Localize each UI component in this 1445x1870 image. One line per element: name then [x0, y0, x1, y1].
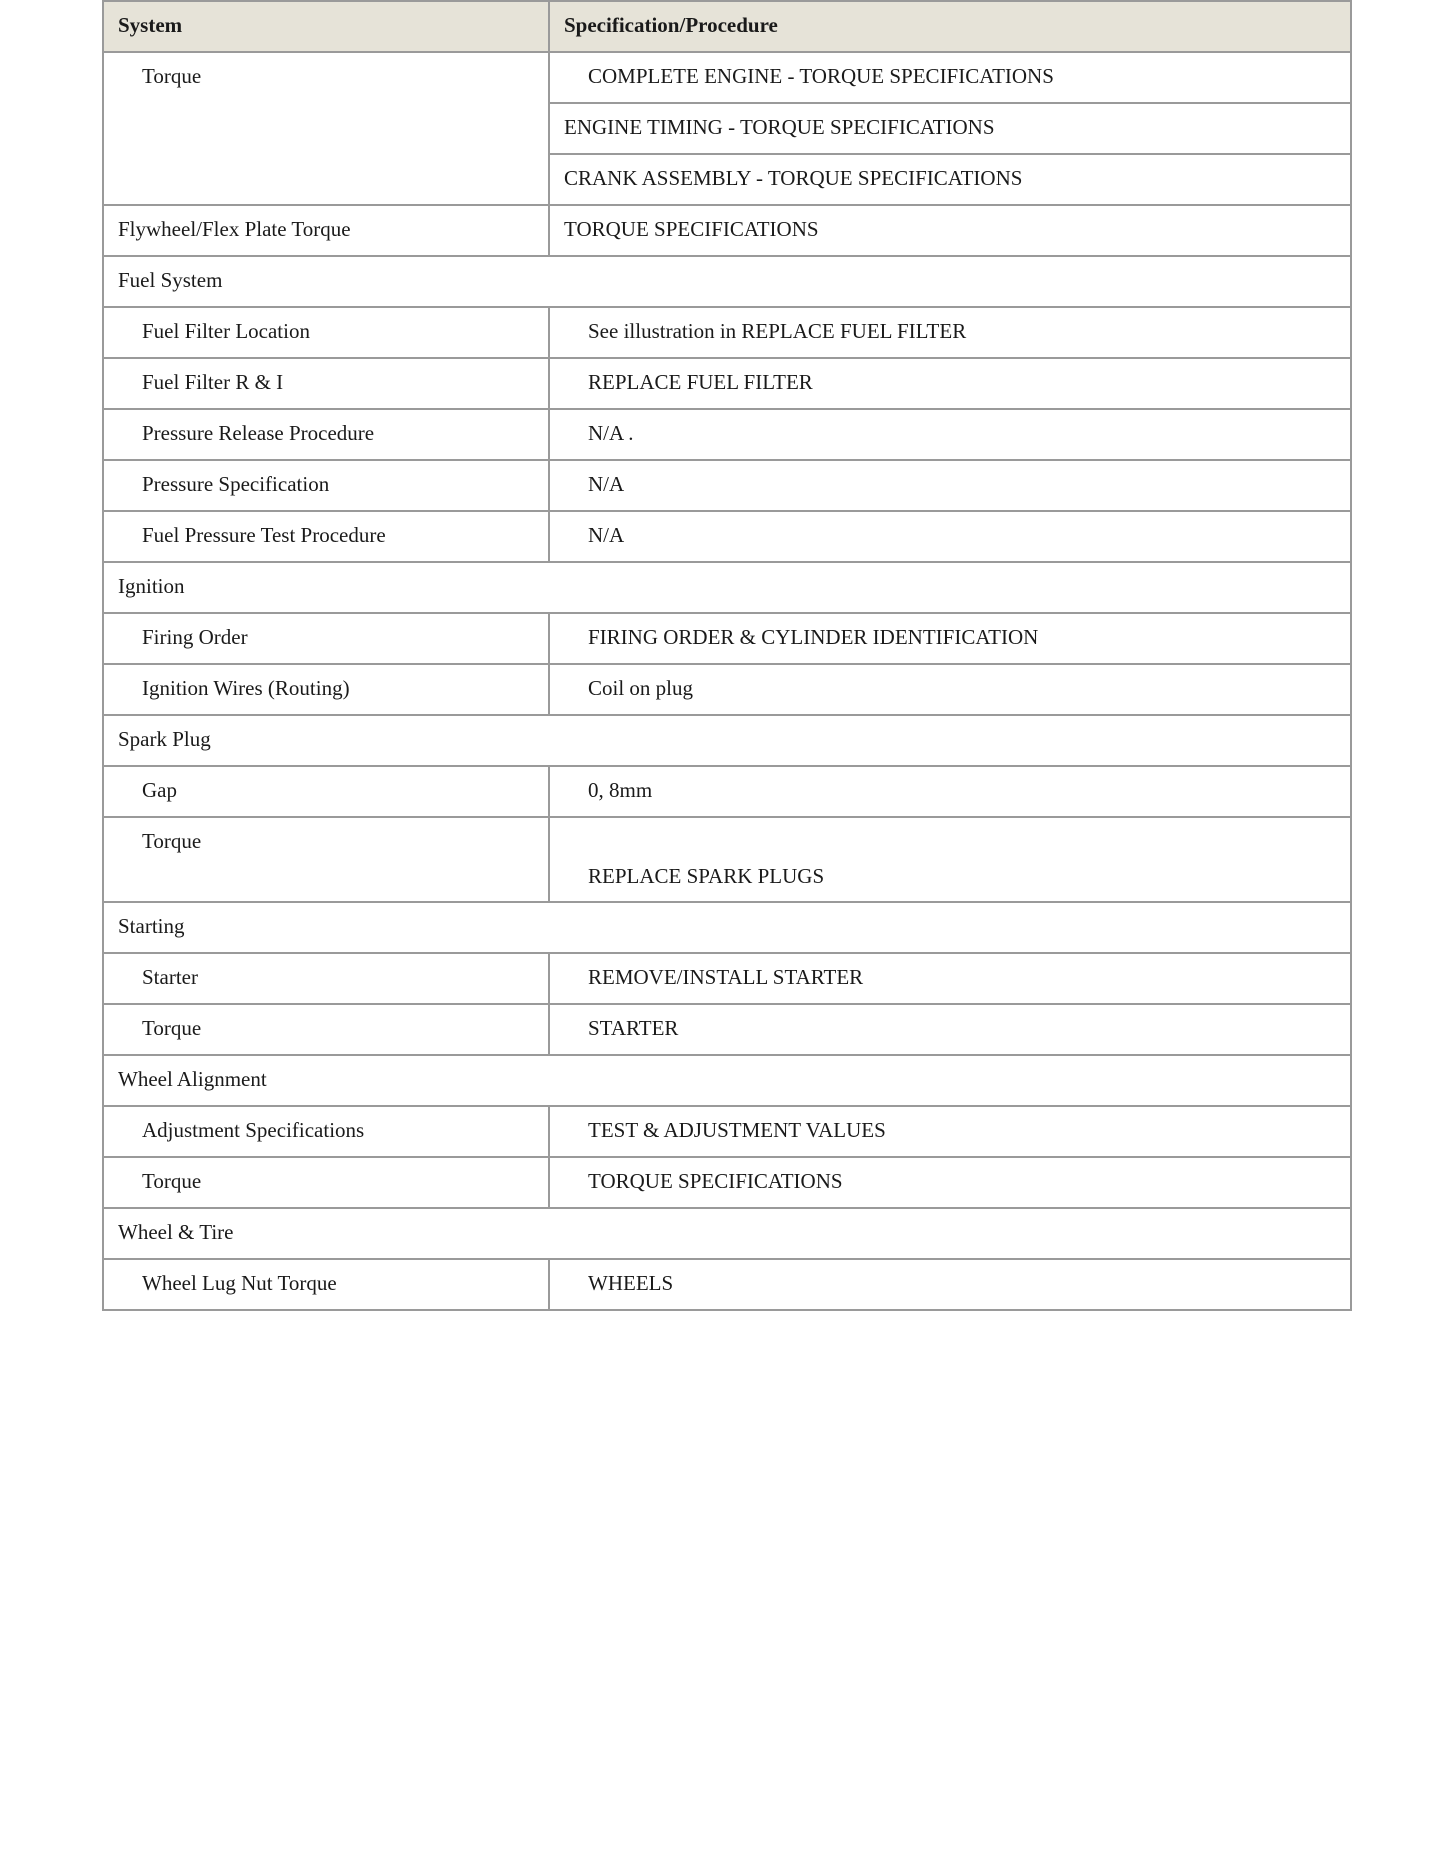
row-value: WHEELS — [549, 1259, 1351, 1310]
row-value: STARTER — [549, 1004, 1351, 1055]
row-value: COMPLETE ENGINE - TORQUE SPECIFICATIONS — [549, 52, 1351, 103]
row-value: See illustration in REPLACE FUEL FILTER — [549, 307, 1351, 358]
table-row — [103, 817, 1351, 902]
row-value: FIRING ORDER & CYLINDER IDENTIFICATION — [549, 613, 1351, 664]
row-key: Flywheel/Flex Plate Torque — [103, 205, 549, 256]
row-value: N/A . — [549, 409, 1351, 460]
section-title: Starting — [103, 902, 1351, 953]
row-value: N/A — [549, 460, 1351, 511]
section-title: Wheel & Tire — [103, 1208, 1351, 1259]
row-value: REPLACE FUEL FILTER — [549, 358, 1351, 409]
row-key: Adjustment Specifications — [103, 1106, 549, 1157]
table-header — [103, 1, 1351, 52]
row-key: Fuel Filter Location — [103, 307, 549, 358]
row-key: Pressure Specification — [103, 460, 549, 511]
section-row-wheel-alignment — [103, 1055, 1351, 1106]
table-row — [103, 766, 1351, 817]
table-body — [103, 52, 1351, 1310]
table-row — [103, 358, 1351, 409]
table-row — [103, 307, 1351, 358]
table-row — [103, 664, 1351, 715]
section-row-spark-plug — [103, 715, 1351, 766]
row-key: Firing Order — [103, 613, 549, 664]
section-title: Wheel Alignment — [103, 1055, 1351, 1106]
row-key: Torque — [103, 1004, 549, 1055]
row-key: Starter — [103, 953, 549, 1004]
section-row-wheel-tire — [103, 1208, 1351, 1259]
row-key: Ignition Wires (Routing) — [103, 664, 549, 715]
section-row-ignition — [103, 562, 1351, 613]
table-row — [103, 52, 1351, 103]
row-key: Torque — [103, 52, 549, 205]
row-key: Fuel Filter R & I — [103, 358, 549, 409]
row-value: TEST & ADJUSTMENT VALUES — [549, 1106, 1351, 1157]
row-key: Torque — [103, 1157, 549, 1208]
section-title: Spark Plug — [103, 715, 1351, 766]
row-key: Gap — [103, 766, 549, 817]
row-key: Wheel Lug Nut Torque — [103, 1259, 549, 1310]
header-row — [103, 1, 1351, 52]
row-value: TORQUE SPECIFICATIONS — [549, 205, 1351, 256]
row-value: 0, 8mm — [549, 766, 1351, 817]
specification-table — [102, 0, 1352, 1311]
row-key: Torque — [103, 817, 549, 902]
table-row — [103, 1004, 1351, 1055]
row-value: REMOVE/INSTALL STARTER — [549, 953, 1351, 1004]
table-row — [103, 460, 1351, 511]
table-row — [103, 613, 1351, 664]
table-row — [103, 205, 1351, 256]
table-row — [103, 1259, 1351, 1310]
row-value: CRANK ASSEMBLY - TORQUE SPECIFICATIONS — [549, 154, 1351, 205]
row-value: REPLACE SPARK PLUGS — [549, 817, 1351, 902]
section-row-starting — [103, 902, 1351, 953]
header-spec: Specification/Procedure — [549, 1, 1351, 52]
section-row-fuel-system — [103, 256, 1351, 307]
table-row — [103, 511, 1351, 562]
row-value: TORQUE SPECIFICATIONS — [549, 1157, 1351, 1208]
header-system: System — [103, 1, 549, 52]
section-title: Ignition — [103, 562, 1351, 613]
row-value: N/A — [549, 511, 1351, 562]
table-row — [103, 953, 1351, 1004]
row-value: ENGINE TIMING - TORQUE SPECIFICATIONS — [549, 103, 1351, 154]
row-key: Pressure Release Procedure — [103, 409, 549, 460]
table-row — [103, 1157, 1351, 1208]
table-row — [103, 1106, 1351, 1157]
row-value: Coil on plug — [549, 664, 1351, 715]
table-row — [103, 409, 1351, 460]
row-key: Fuel Pressure Test Procedure — [103, 511, 549, 562]
section-title: Fuel System — [103, 256, 1351, 307]
